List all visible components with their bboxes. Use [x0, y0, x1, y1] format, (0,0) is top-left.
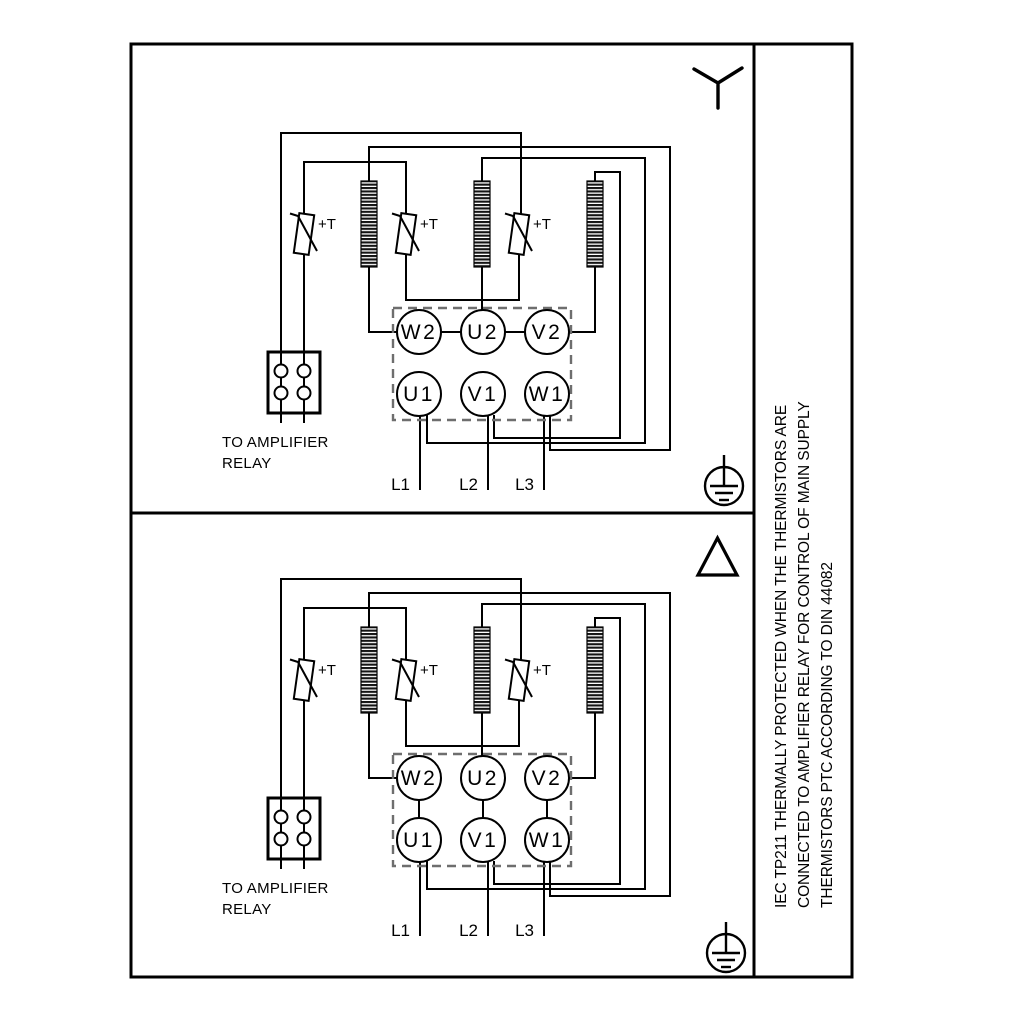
- relay-caption-line2: RELAY: [222, 455, 272, 472]
- side-note: [770, 348, 840, 908]
- phase-label-l3: L3: [515, 475, 534, 494]
- phase-label-l1: L1: [391, 475, 410, 494]
- terminal-w1: W1: [528, 829, 566, 852]
- terminal-w2: W2: [400, 321, 438, 344]
- thermistor-label: +T: [533, 662, 551, 679]
- ground-icon: [707, 922, 745, 972]
- relay-caption-line1: TO AMPLIFIER: [222, 434, 329, 451]
- terminal-v1: V1: [467, 829, 499, 852]
- terminal-u1: U1: [403, 829, 435, 852]
- terminal-u2: U2: [467, 321, 499, 344]
- terminal-v1: V1: [467, 383, 499, 406]
- panel-delta: [268, 538, 745, 972]
- thermistor-label: +T: [318, 662, 336, 679]
- side-note-line: IEC TP211 THERMALLY PROTECTED WHEN THE THERMISTORS ARE: [773, 404, 790, 908]
- phase-label-l2: L2: [459, 475, 478, 494]
- terminal-u2: U2: [467, 767, 499, 790]
- terminal-v2: V2: [531, 321, 563, 344]
- terminal-w2: W2: [400, 767, 438, 790]
- phase-label-l1: L1: [391, 921, 410, 940]
- thermistor-label: +T: [420, 662, 438, 679]
- phase-label-l3: L3: [515, 921, 534, 940]
- relay-caption-line2: RELAY: [222, 901, 272, 918]
- thermistor-label: +T: [420, 216, 438, 233]
- terminal-u1: U1: [403, 383, 435, 406]
- side-note-line: THERMISTORS PTC ACCORDING TO DIN 44082: [819, 562, 836, 908]
- terminal-v2: V2: [531, 767, 563, 790]
- side-note-line: CONNECTED TO AMPLIFIER RELAY FOR CONTROL OF MAIN SUPPLY: [796, 401, 813, 908]
- thermistor-label: +T: [318, 216, 336, 233]
- phase-label-l2: L2: [459, 921, 478, 940]
- delta-icon: [698, 538, 737, 575]
- delta-bridge-links: [419, 800, 547, 818]
- panel-star: [268, 68, 743, 505]
- terminal-w1: W1: [528, 383, 566, 406]
- relay-caption-line1: TO AMPLIFIER: [222, 880, 329, 897]
- thermistor-label: +T: [533, 216, 551, 233]
- ground-icon: [705, 455, 743, 505]
- star-icon: [694, 68, 742, 108]
